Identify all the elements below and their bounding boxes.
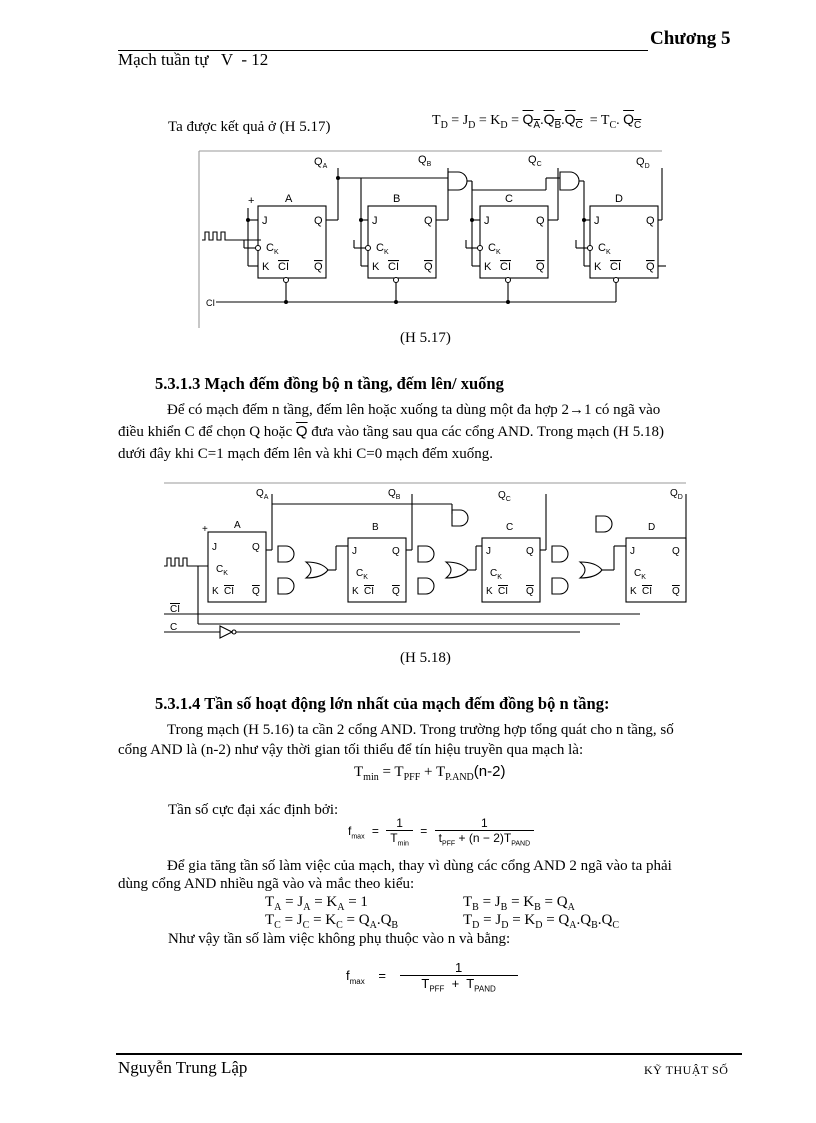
svg-text:CK: $C_K$	[488, 242, 501, 256]
svg-text:Q: Q	[314, 261, 323, 273]
ff-name-b: B	[393, 193, 401, 205]
svg-text:CK: $C_K$	[376, 242, 389, 256]
svg-text:Q: Q	[536, 215, 545, 227]
svg-text:K: K	[262, 261, 270, 273]
svg-text:J: J	[630, 546, 635, 557]
svg-text:CI: CI	[388, 261, 399, 273]
section-label: Mạch tuần tự V - 12	[118, 50, 269, 69]
output-label-d: $Q_D$	[636, 156, 650, 170]
svg-text:K: K	[212, 586, 219, 597]
fmax-formula-1: $f_{max}$ = $\frac{1}{T_{min}}$ = $\frac{1}{t_{PFF} + (n - 2)T_{PAND}}$	[348, 816, 534, 847]
output-label-b: $Q_B$	[418, 154, 432, 168]
svg-text:Q: Q	[252, 542, 260, 553]
svg-text:CK: $C_K$	[266, 242, 279, 256]
svg-text:B: B	[372, 522, 379, 533]
svg-text:Q: Q	[424, 261, 433, 273]
svg-text:Q: Q	[252, 586, 260, 597]
svg-text:CK: $C_K$	[634, 568, 646, 581]
section-4-line-1: Trong mạch (H 5.16) ta cần 2 cổng AND. Trong trường hợp tổng quát cho n tầng, số	[167, 722, 674, 738]
svg-text:CI: CI	[278, 261, 289, 273]
svg-text:CK: $C_K$	[216, 564, 228, 577]
eq-a: $T_A = J_A = K_A = 1$	[265, 894, 368, 913]
svg-text:CK: $C_K$	[490, 568, 502, 581]
svg-text:+: +	[202, 524, 208, 535]
tmin-formula: $T_{min} = T_{PFF} + T_{P.AND}(n-2)$	[354, 763, 506, 783]
svg-text:J: J	[352, 546, 357, 557]
svg-text:Q: Q	[646, 261, 655, 273]
svg-text:CI: CI	[224, 586, 234, 597]
svg-text:A: A	[234, 520, 241, 531]
figure-5-17	[196, 148, 666, 330]
svg-text:QA: $Q_A$	[256, 488, 269, 501]
svg-text:K: K	[484, 261, 492, 273]
section-4-line-2: cổng AND là (n-2) như vậy thời gian tối thiểu để tín hiệu truyền qua mạch là:	[118, 742, 584, 758]
ci-input-label: CI	[170, 604, 180, 615]
svg-text:J: J	[262, 215, 268, 227]
svg-text:Q: Q	[672, 586, 680, 597]
svg-text:Q: Q	[392, 546, 400, 557]
svg-text:Q: Q	[672, 546, 680, 557]
eq-c: $T_C = J_C = K_C = Q_A.Q_B$	[265, 912, 399, 931]
eq-d: $T_D = J_D = K_D = Q_A.Q_B.Q_C$	[463, 912, 620, 931]
svg-text:CI: CI	[642, 586, 652, 597]
svg-text:K: K	[630, 586, 637, 597]
output-label-a: $Q_A$	[314, 156, 328, 170]
top-formula: $T_D = J_D = K_D = \overline{Q}_{\overline{A}}.\overline{Q}_{\overline{B}}.\overline{Q}_{\overline{C}} = T_C$. $\overline{Q}_{\overline{C}}$	[432, 111, 642, 131]
section-4-line-4: dùng cổng AND nhiều ngã vào và mắc theo kiểu:	[118, 876, 415, 892]
svg-text:J: J	[212, 542, 217, 553]
section-4-line-3: Để gia tăng tần số làm việc của mạch, thay vì dùng các cổng AND 2 ngã vào ta phải	[167, 858, 672, 874]
plus-label: +	[248, 195, 255, 207]
output-label-c: $Q_C$	[528, 154, 542, 168]
svg-text:Q: Q	[526, 586, 534, 597]
section-3-line-1: Để có mạch đếm n tầng, đếm lên hoặc xuống ta dùng một đa hợp 2→1 có ngã vào	[167, 402, 661, 418]
svg-text:CI: CI	[500, 261, 511, 273]
svg-text:CI: CI	[610, 261, 621, 273]
section-4-heading: 5.3.1.4 Tần số hoạt động lớn nhất của mạch đếm đồng bộ n tầng:	[155, 694, 610, 713]
c-input-label: C	[170, 622, 178, 633]
section-3-line-3: dưới đây khi C=1 mạch đếm lên và khi C=0 mạch đếm xuống.	[118, 446, 493, 462]
ff-name-d: D	[615, 193, 623, 205]
ff-name-c: C	[505, 193, 513, 205]
figure-5-18-caption: (H 5.18)	[400, 650, 451, 666]
svg-text:Q: Q	[526, 546, 534, 557]
svg-text:CK: $C_K$	[598, 242, 611, 256]
chapter-label: Chương 5	[650, 28, 731, 49]
section-4-line-5: Như vậy tần số làm việc không phụ thuộc vào n và bằng:	[168, 931, 511, 947]
svg-text:K: K	[372, 261, 380, 273]
ff-name-a: A	[285, 193, 293, 205]
svg-text:J: J	[484, 215, 490, 227]
svg-text:CI: CI	[364, 586, 374, 597]
section-3-heading: 5.3.1.3 Mạch đếm đồng bộ n tầng, đếm lên/ xuống	[155, 374, 504, 393]
svg-text:K: K	[352, 586, 359, 597]
svg-text:CK: $C_K$	[356, 568, 368, 581]
svg-text:CI: CI	[498, 586, 508, 597]
svg-text:QB: $Q_B$	[388, 488, 401, 501]
svg-text:Q: Q	[392, 586, 400, 597]
svg-text:Q: Q	[314, 215, 323, 227]
svg-text:K: K	[486, 586, 493, 597]
svg-text:Q: Q	[424, 215, 433, 227]
footer-subject: KỸ THUẬT SỐ	[644, 1063, 729, 1077]
svg-text:D: D	[648, 522, 656, 533]
fmax-formula-2: $f_{max}$ = $\frac{1}{T_{PFF} + T_{PAND}}$	[346, 960, 518, 994]
svg-text:QD: $Q_D$	[670, 488, 683, 501]
svg-text:QC: $Q_C$	[498, 490, 511, 503]
eq-b: $T_B = J_B = K_B = Q_A$	[463, 894, 575, 913]
figure-5-17-caption: (H 5.17)	[400, 330, 451, 346]
result-text: Ta được kết quả ở (H 5.17)	[168, 119, 331, 135]
ci-label: CI	[206, 298, 215, 308]
svg-text:K: K	[594, 261, 602, 273]
fmax-intro: Tần số cực đại xác định bởi:	[168, 802, 339, 818]
svg-text:J: J	[594, 215, 600, 227]
section-3-line-2: điều khiển C để chọn Q hoặc $\overline{Q}$ đưa vào tầng sau qua các cổng AND. Trong mạch (H 5.18)	[118, 423, 664, 440]
svg-text:Q: Q	[536, 261, 545, 273]
svg-text:J: J	[486, 546, 491, 557]
svg-text:C: C	[506, 522, 514, 533]
footer-author: Nguyễn Trung Lập	[118, 1058, 248, 1077]
svg-text:J: J	[372, 215, 378, 227]
footer-rule	[116, 1053, 742, 1055]
figure-5-18	[160, 480, 690, 648]
svg-text:Q: Q	[646, 215, 655, 227]
